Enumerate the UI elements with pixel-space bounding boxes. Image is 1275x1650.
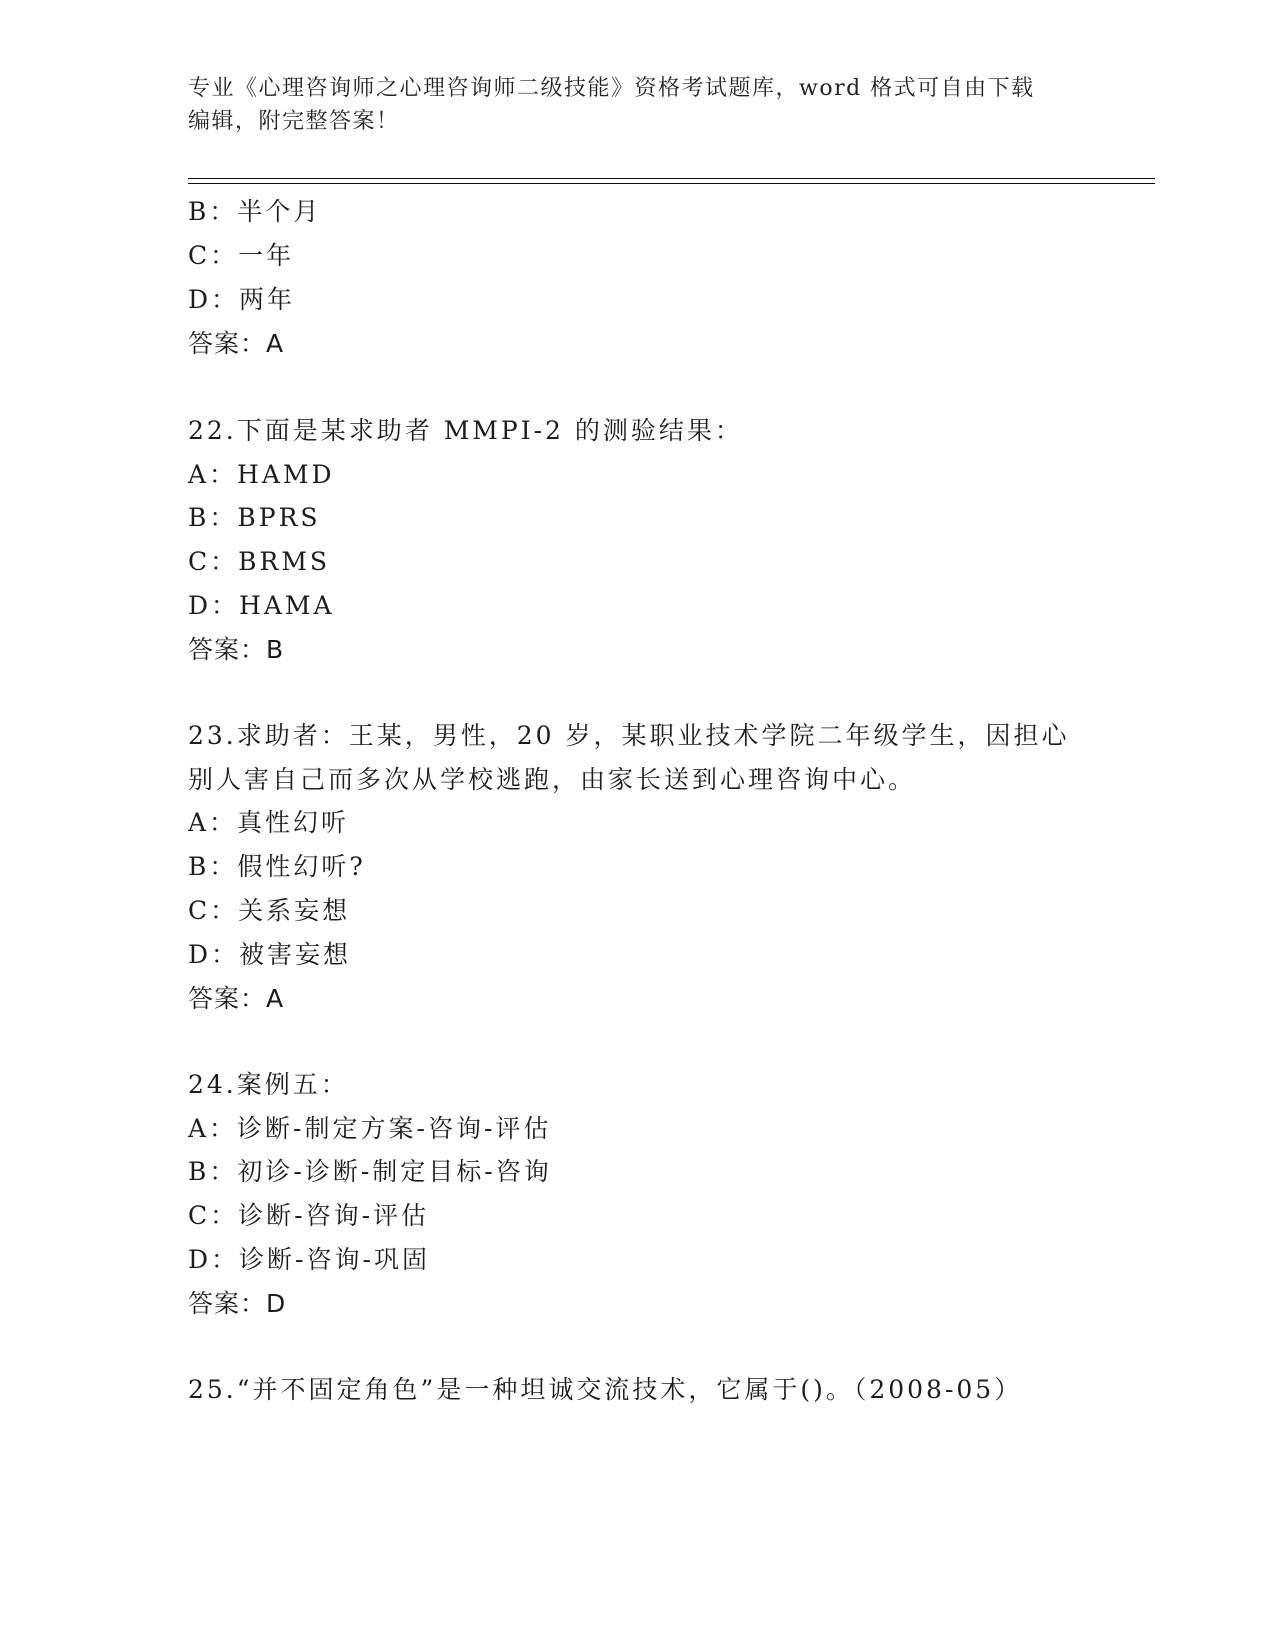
- q24-option-d: D：诊断-咨询-巩固: [188, 1245, 430, 1274]
- q24-option-c: C：诊断-咨询-评估: [188, 1201, 430, 1230]
- q22-answer: 答案：B: [188, 635, 285, 664]
- q23-stem-line-1: 23.求助者：王某，男性，20 岁，某职业技术学院二年级学生，因担心: [188, 721, 1070, 750]
- header-divider-bottom: [188, 183, 1155, 184]
- document-header: [188, 72, 1088, 138]
- q22-option-a: A：HAMD: [188, 460, 335, 489]
- q22-option-c: C：BRMS: [188, 547, 331, 576]
- q23-option-d: D：被害妄想: [188, 940, 352, 969]
- header-divider-top: [188, 178, 1155, 179]
- prev-option-b: B：半个月: [188, 197, 322, 226]
- header-line-2: 编辑，附完整答案！: [188, 109, 400, 134]
- q25-stem: 25.“并不固定角色”是一种坦诚交流技术，它属于()。（2008-05）: [188, 1375, 1023, 1404]
- q24-stem: 24.案例五：: [188, 1070, 349, 1099]
- q24-answer: 答案：D: [188, 1289, 287, 1318]
- q23-option-a: A：真性幻听: [188, 808, 350, 837]
- q23-answer: 答案：A: [188, 984, 285, 1013]
- q23-option-c: C：关系妄想: [188, 896, 351, 925]
- q22-stem: 22.下面是某求助者 MMPI-2 的测验结果：: [188, 416, 743, 445]
- q23-option-b: B：假性幻听?: [188, 852, 366, 881]
- q24-option-a: A：诊断-制定方案-咨询-评估: [188, 1114, 552, 1143]
- q22-option-b: B：BPRS: [188, 503, 321, 532]
- q23-stem-line-2: 别人害自己而多次从学校逃跑，由家长送到心理咨询中心。: [188, 765, 917, 794]
- q24-option-b: B：初诊-诊断-制定目标-咨询: [188, 1157, 552, 1186]
- header-line-1: 专业《心理咨询师之心理咨询师二级技能》资格考试题库，word 格式可自由下载: [188, 76, 1035, 101]
- prev-answer: 答案：A: [188, 329, 285, 358]
- prev-option-d: D：两年: [188, 285, 296, 314]
- q22-option-d: D：HAMA: [188, 591, 335, 620]
- prev-option-c: C：一年: [188, 241, 295, 270]
